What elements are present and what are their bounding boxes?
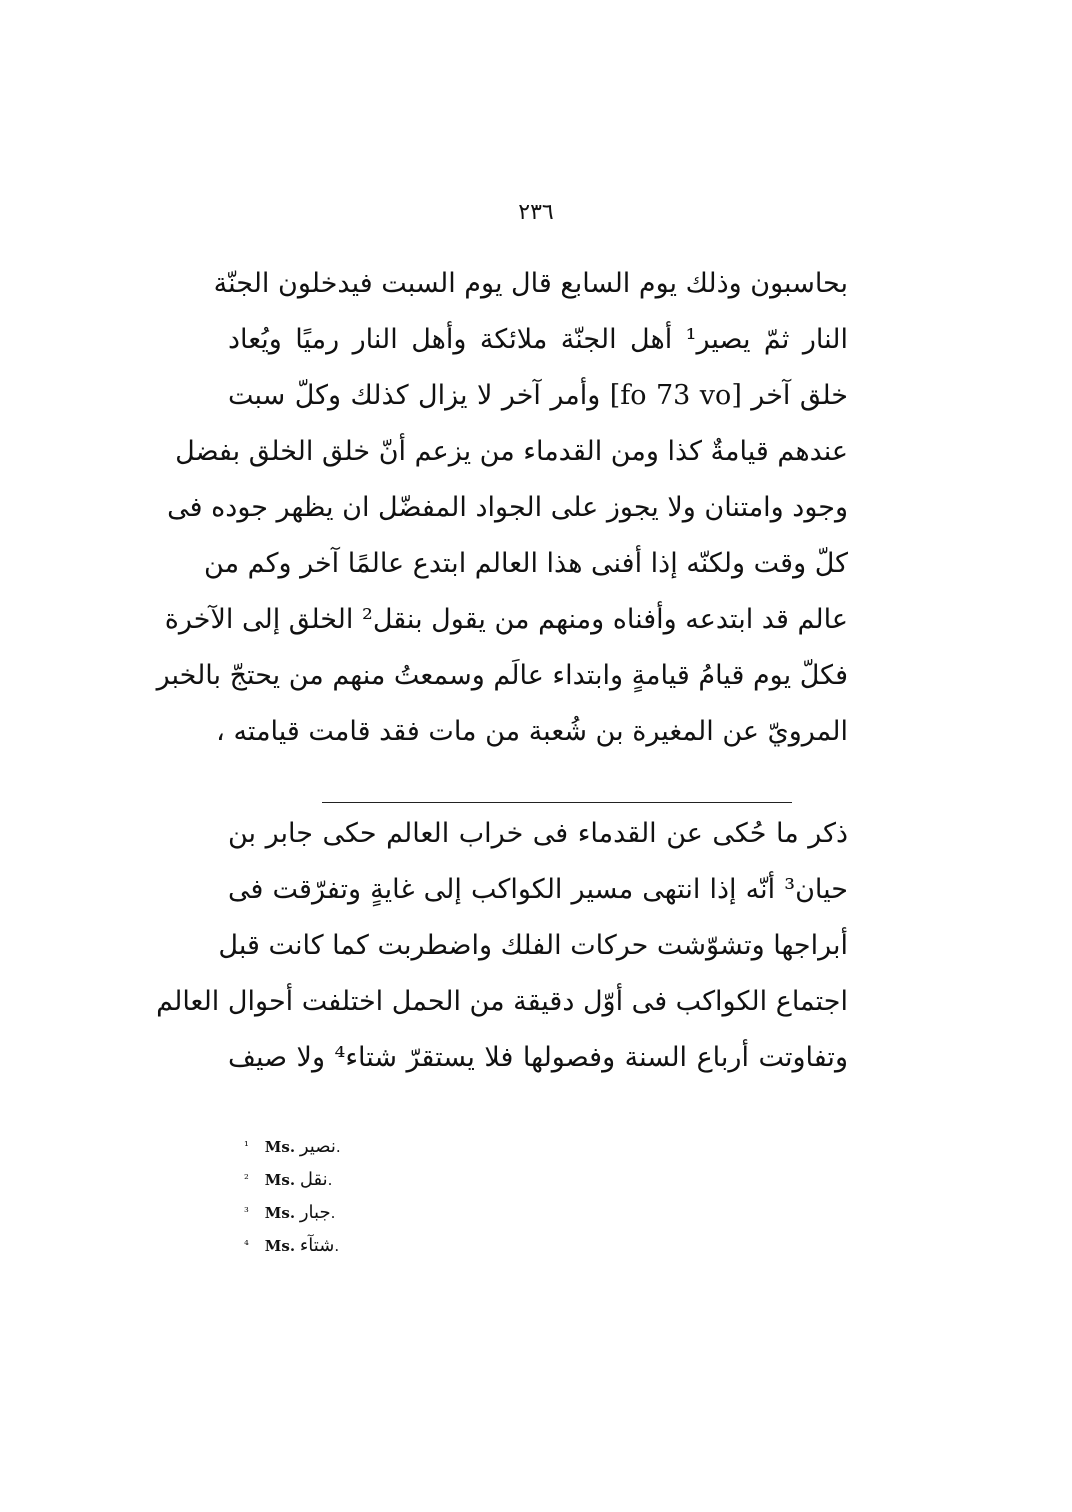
text-line: النار ثمّ يصير¹ أهل الجنّة ملائكة وأهل النار رميًا ويُعاد [228,324,848,355]
page-number: ٢٣٦ [518,200,554,225]
footnote-word: شتآء [299,1235,335,1256]
text-line: كلّ وقت ولكنّه إذا أفنى هذا العالم ابتدع عالمًا آخر وكم من [204,548,848,579]
text-line: وتفاوتت أرباع السنة وفصولها فلا يستقرّ شتاء⁴ ولا صيف [228,1042,848,1073]
footnote [244,1130,341,1163]
text-line: فكلّ يوم قيامُ قيامةٍ وابتداء عالَم وسمعتُ منهم من يحتجّ بالخبر [156,660,848,691]
footnote-label: Ms. [264,1204,296,1222]
footnote-mark: ⁴ [244,1238,249,1252]
text-line: عندهم قيامةٌ كذا ومن القدماء من يزعم أنّ خلق الخلق بفضل [175,436,848,467]
text-line: اجتماع الكواكب فى أوّل دقيقة من الحمل اختلفت أحوال العالم [156,986,848,1017]
text-line: عالم قد ابتدعه وأفناه ومنهم من يقول بنقل² الخلق إلى الآخرة [164,604,848,635]
footnote-end: . [327,1171,333,1189]
footnote-end: . [334,1237,340,1255]
paragraph-2 [156,806,848,1086]
footnote-mark: ³ [244,1205,249,1219]
text-line: خلق آخر [fo 73 vo] وأمر آخر لا يزال كذلك وكلّ سبت [228,380,848,411]
paragraph-1 [156,256,848,760]
text-line: أبراجها وتشوّشت حركات الفلك واضطربت كما كانت قبل [218,930,848,961]
footnote-label: Ms. [264,1138,296,1156]
footnotes [244,1130,341,1262]
text-line: ذكر ما حُكى عن القدماء فى خراب العالم حكى جابر بن [228,818,848,849]
footnote [244,1163,341,1196]
footnote-label: Ms. [264,1171,296,1189]
text-line: بحاسبون وذلك يوم السابع قال يوم السبت فيدخلون الجنّة [213,268,848,299]
text-line: حيان³ أنّه إذا انتهى مسير الكواكب إلى غايةٍ وتفرّقت فى [228,874,848,905]
footnote-mark: ¹ [244,1139,249,1153]
footnote-word: جبار [299,1202,331,1223]
footnote [244,1229,341,1262]
footnote-word: نصير [299,1136,336,1157]
text-line: وجود وامتنان ولا يجوز على الجواد المفضّل ان يظهر جوده فى [167,492,848,523]
text-line: المرويّ عن المغيرة بن شُعبة من مات فقد قامت قيامته ، [216,716,848,747]
footnote-mark: ² [244,1172,249,1186]
footnote-end: . [330,1204,336,1222]
section-divider [322,802,792,803]
footnote [244,1196,341,1229]
footnote-word: نقل [299,1169,328,1190]
footnote-end: . [335,1138,341,1156]
footnote-label: Ms. [264,1237,296,1255]
